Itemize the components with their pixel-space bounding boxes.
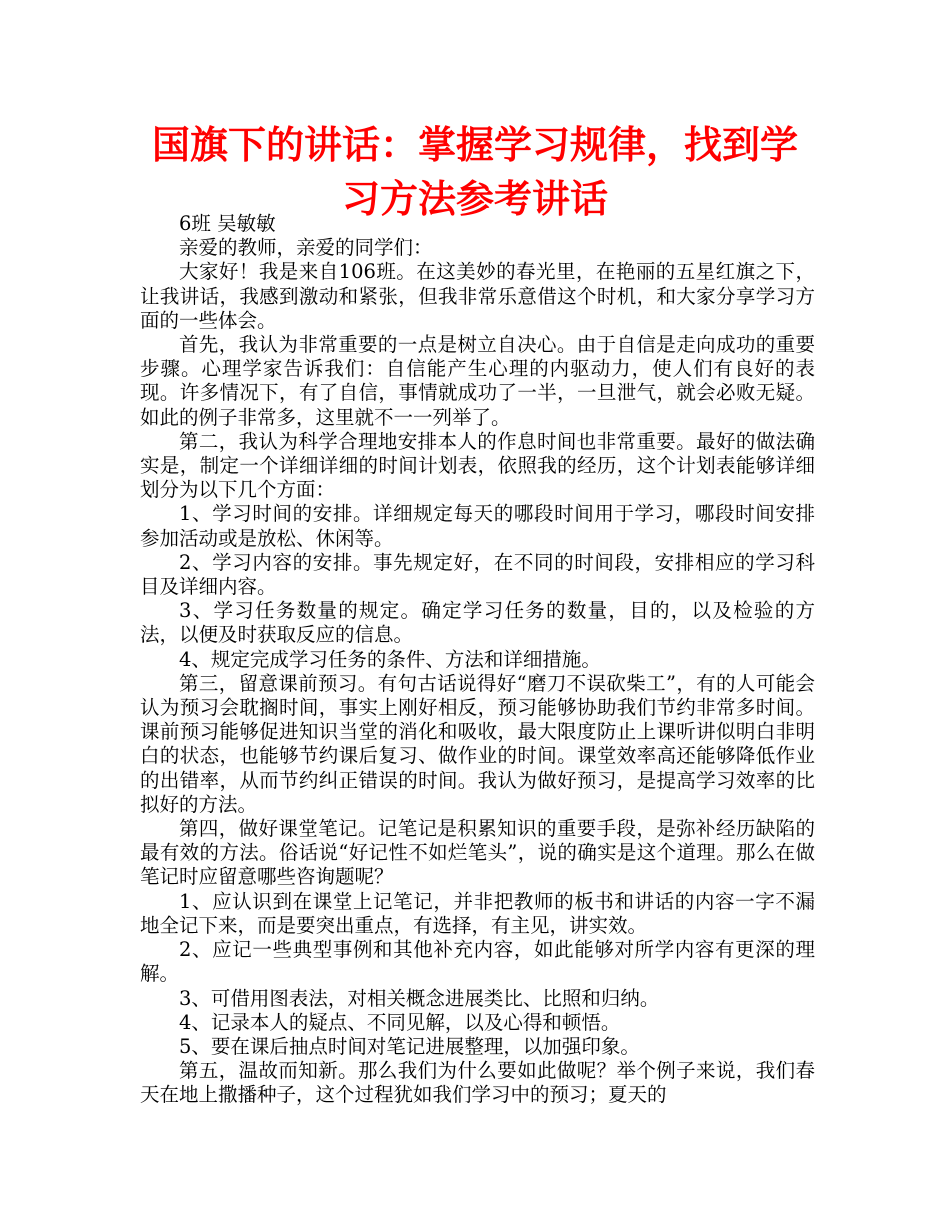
author-line: 6班 吴敏敏 bbox=[179, 212, 276, 235]
salutation: 亲爱的教师，亲爱的同学们： bbox=[179, 236, 433, 260]
list-item: 5、要在课后抽点时间对笔记进展整理，以加强印象。 bbox=[179, 1034, 640, 1058]
document-title: 国旗下的讲话：掌握学习规律，找到学习方法参考讲话 bbox=[151, 123, 798, 221]
list-item: 3、学习任务数量的规定。确定学习任务的数量，目的，以及检验的方法，以便及时获取反应的信息。 bbox=[140, 599, 815, 647]
paragraph: 首先，我认为非常重要的一点是树立自决心。由于自信是走向成功的重要步骤。心理学家告诉我们：自信能产生心理的内驱动力，使人们有良好的表现。许多情况下，有了自信，事情就成功了一半，一旦泄气，就会必败无疑。如此的例子非常多，这里就不一一列举了。 bbox=[140, 333, 815, 429]
paragraph: 第四，做好课堂笔记。记笔记是积累知识的重要手段，是弥补经历缺陷的最有效的方法。俗话说“好记性不如烂笔头”，说的确实是这个道理。那么在做笔记时应留意哪些咨询题呢？ bbox=[140, 817, 815, 889]
list-item: 4、记录本人的疑点、不同见解，以及心得和顿悟。 bbox=[179, 1010, 621, 1034]
list-item: 4、规定完成学习任务的条件、方法和详细措施。 bbox=[179, 647, 601, 671]
list-item: 1、应认识到在课堂上记笔记，并非把教师的板书和讲话的内容一字不漏地全记下来，而是要突出重点，有选择，有主见，讲实效。 bbox=[140, 889, 815, 937]
paragraph: 大家好！我是来自106班。在这美妙的春光里，在艳丽的五星红旗之下，让我讲话，我感到激动和紧张，但我非常乐意借这个时机，和大家分享学习方面的一些体会。 bbox=[140, 260, 815, 332]
document-body bbox=[140, 212, 815, 1108]
paragraph: 第五，温故而知新。那么我们为什么要如此做呢？举个例子来说，我们春天在地上撒播种子，这个过程犹如我们学习中的预习；夏天的 bbox=[140, 1059, 815, 1107]
list-item: 2、应记一些典型事例和其他补充内容，如此能够对所学内容有更深的理解。 bbox=[140, 938, 815, 986]
paragraph: 第二，我认为科学合理地安排本人的作息时间也非常重要。最好的做法确实是，制定一个详细详细的时间计划表，依照我的经历，这个计划表能够详细划分为以下几个方面： bbox=[140, 429, 815, 502]
list-item: 2、学习内容的安排。事先规定好，在不同的时间段，安排相应的学习科目及详细内容。 bbox=[140, 550, 815, 599]
list-item: 3、可借用图表法，对相关概念进展类比、比照和归纳。 bbox=[179, 986, 660, 1010]
paragraph: 第三，留意课前预习。有句古话说得好“磨刀不误砍柴工”，有的人可能会认为预习会耽搁时间，事实上刚好相反，预习能够协助我们节约非常多时间。课前预习能够促进知识当堂的消化和吸收，最大限度防止上课听讲似明白非明白的状态，也能够节约课后复习、做作业的时间。课堂效率高还能够降低作业的出错率，从而节约纠正错误的时间。我认为做好预习，是提高学习效率的比拟好的方法。 bbox=[140, 671, 815, 816]
list-item: 1、学习时间的安排。详细规定每天的哪段时间用于学习，哪段时间安排参加活动或是放松、休闲等。 bbox=[140, 502, 815, 550]
